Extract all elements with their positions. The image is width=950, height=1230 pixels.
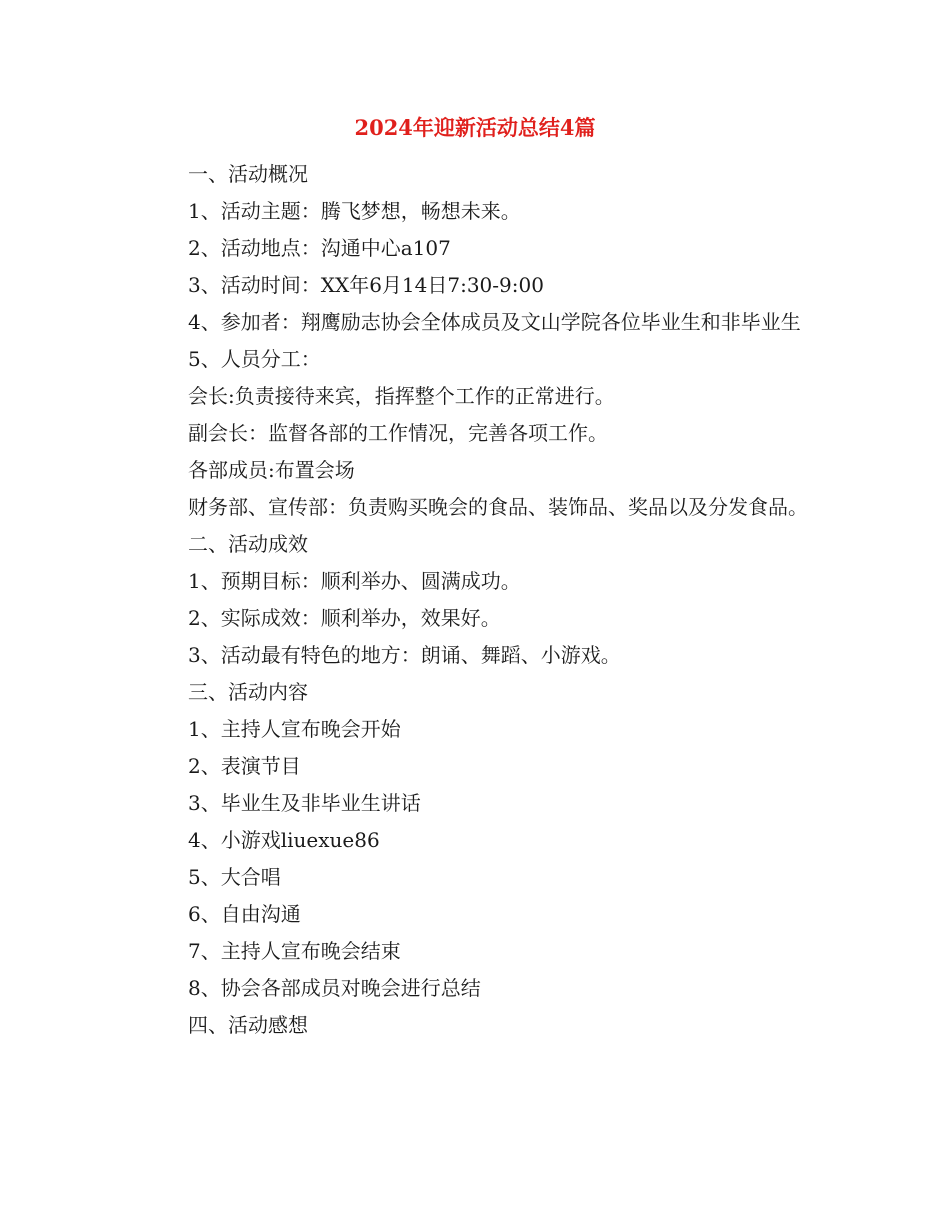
document-body [141, 156, 821, 1044]
paragraph: 4、参加者：翔鹰励志协会全体成员及文山学院各位毕业生和非毕业生 [188, 310, 801, 334]
list-item: 3、毕业生及非毕业生讲话 [188, 791, 421, 815]
list-item: 1、主持人宣布晚会开始 [188, 717, 401, 741]
paragraph: 1、预期目标：顺利举办、圆满成功。 [188, 569, 521, 593]
list-item: 4、小游戏liuexue86 [188, 828, 380, 852]
paragraph: 2、实际成效：顺利举办，效果好。 [188, 606, 501, 630]
paragraph: 5、人员分工： [188, 347, 321, 371]
document-title: 2024年迎新活动总结4篇 [354, 115, 596, 140]
paragraph: 财务部、宣传部：负责购买晚会的食品、装饰品、奖品以及分发食品。 [188, 495, 808, 519]
paragraph: 3、活动时间：XX年6月14日7:30-9:00 [188, 273, 544, 297]
list-item: 2、表演节目 [188, 754, 301, 778]
section-heading: 四、活动感想 [188, 1013, 308, 1037]
section-heading: 一、活动概况 [188, 162, 308, 186]
paragraph: 2、活动地点：沟通中心a107 [188, 236, 451, 260]
list-item: 8、协会各部成员对晚会进行总结 [188, 976, 481, 1000]
paragraph: 1、活动主题：腾飞梦想，畅想未来。 [188, 199, 521, 223]
paragraph: 副会长：监督各部的工作情况，完善各项工作。 [188, 421, 608, 445]
list-item: 7、主持人宣布晚会结束 [188, 939, 401, 963]
list-item: 6、自由沟通 [188, 902, 301, 926]
paragraph: 3、活动最有特色的地方：朗诵、舞蹈、小游戏。 [188, 643, 621, 667]
section-heading: 二、活动成效 [188, 532, 308, 556]
paragraph: 会长:负责接待来宾，指挥整个工作的正常进行。 [188, 384, 615, 408]
paragraph: 各部成员:布置会场 [188, 458, 355, 482]
section-heading: 三、活动内容 [188, 680, 308, 704]
list-item: 5、大合唱 [188, 865, 281, 889]
